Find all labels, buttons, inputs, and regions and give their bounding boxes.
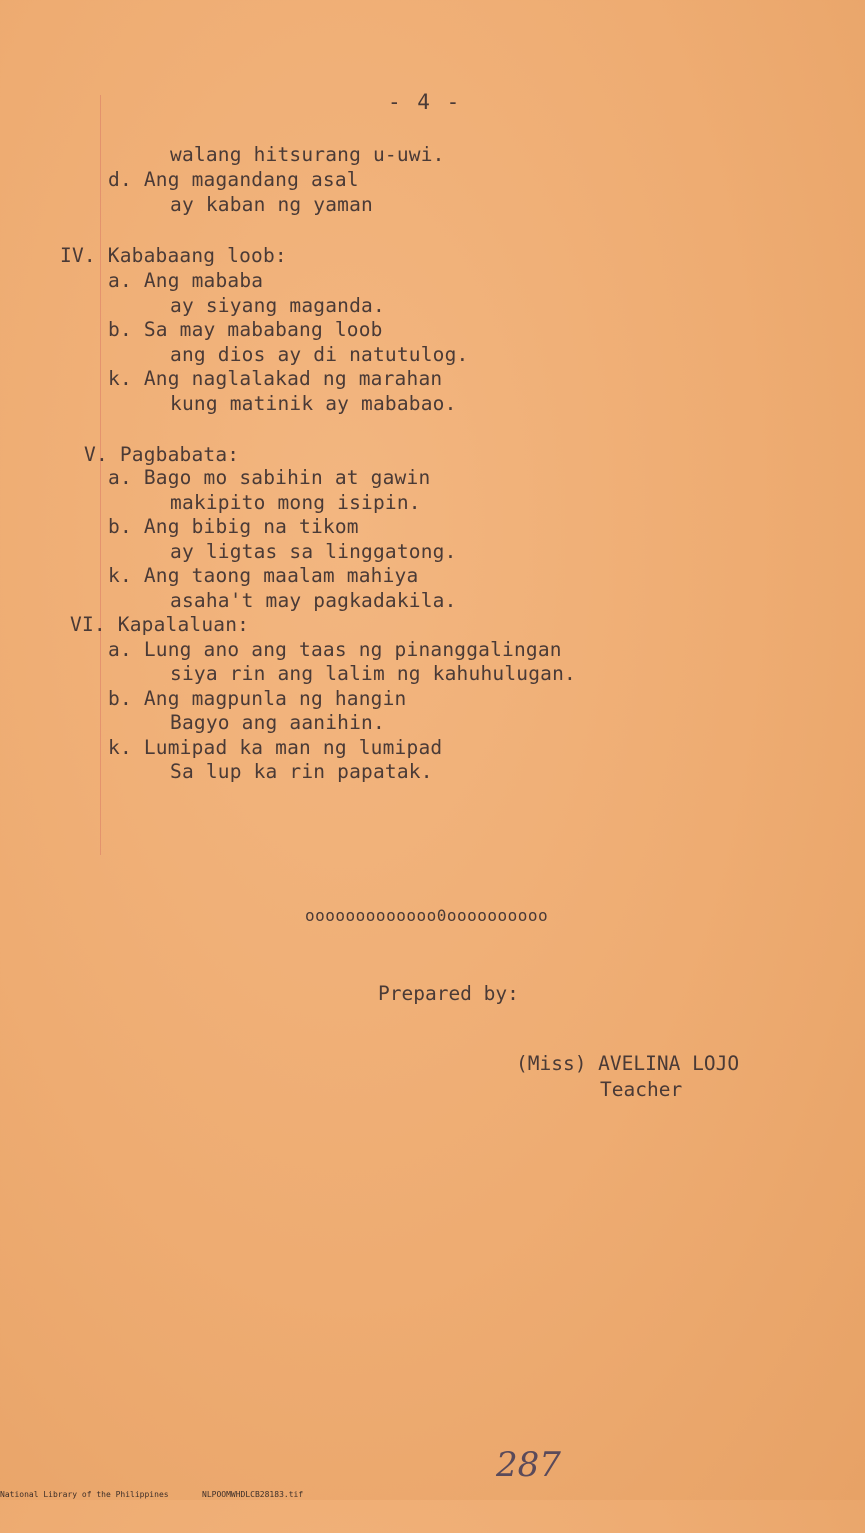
text-line: b. Ang magpunla ng hangin <box>108 687 407 710</box>
text-line: k. Lumipad ka man ng lumipad <box>108 736 443 759</box>
prepared-by-label: Prepared by: <box>378 982 519 1005</box>
text-line: IV. Kababaang loob: <box>60 244 287 267</box>
text-line: a. Lung ano ang taas ng pinanggalingan <box>108 638 562 661</box>
signature-title: Teacher <box>600 1078 683 1101</box>
handwritten-page-number <box>492 1440 578 1486</box>
text-line: k. Ang naglalakad ng marahan <box>108 367 443 390</box>
text-line: a. Ang mababa <box>108 269 264 292</box>
text-line: kung matinik ay mababao. <box>170 392 457 415</box>
footer-file-name: NLPOOMWHDLCB28183.tif <box>202 1490 304 1499</box>
text-line: a. Bago mo sabihin at gawin <box>108 466 431 489</box>
handwritten-page-number-text: 287 <box>496 1445 561 1485</box>
text-line: VI. Kapalaluan: <box>70 613 250 636</box>
text-line: b. Sa may mababang loob <box>108 318 383 341</box>
text-line: makipito mong isipin. <box>170 491 421 514</box>
text-line: d. Ang magandang asal <box>108 168 359 191</box>
text-line: ang dios ay di natutulog. <box>170 343 469 366</box>
signature-name: (Miss) AVELINA LOJO <box>516 1052 740 1075</box>
text-line: ay siyang maganda. <box>170 294 385 317</box>
text-line: ay kaban ng yaman <box>170 193 373 216</box>
text-line: Bagyo ang aanihin. <box>170 711 385 734</box>
margin-rule <box>100 95 101 855</box>
text-line: ay ligtas sa linggatong. <box>170 540 457 563</box>
text-line: k. Ang taong maalam mahiya <box>108 564 419 587</box>
footer-library-name: National Library of the Philippines <box>0 1490 169 1499</box>
separator-line: ooooooooooooo0oooooooooo <box>305 906 549 925</box>
text-line: b. Ang bibig na tikom <box>108 515 359 538</box>
text-line: Sa lup ka rin papatak. <box>170 760 433 783</box>
scan-footer <box>0 1489 865 1500</box>
text-line: asaha't may pagkadakila. <box>170 589 457 612</box>
text-line: walang hitsurang u-uwi. <box>170 143 445 166</box>
text-line: siya rin ang lalim ng kahuhulugan. <box>170 662 576 685</box>
text-line: V. Pagbabata: <box>84 443 240 466</box>
page-number: - 4 - <box>388 90 462 114</box>
